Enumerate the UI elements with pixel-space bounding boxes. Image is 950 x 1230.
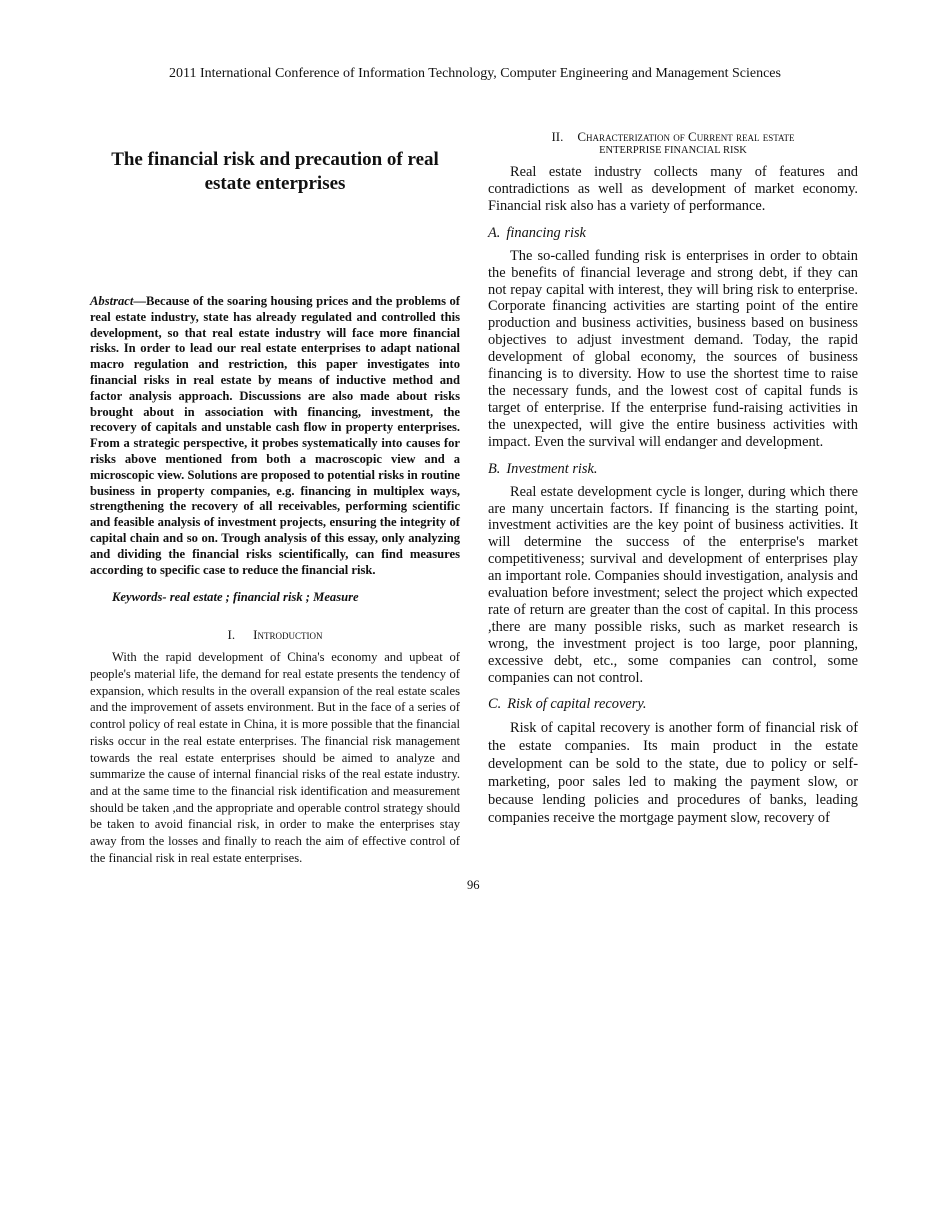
subsection-letter: C. — [488, 696, 502, 713]
subsection-heading-investment-risk — [488, 461, 858, 478]
subsection-heading-capital-recovery — [488, 696, 858, 713]
introduction-paragraph: With the rapid development of China's economy and upbeat of people's material life, the demand for real estate presents the tendency of expansion, which results in the overall expansion of the real estate scales and the improvement of assets environment. But in the face of a series of control policy of real estate in China, it is more possible that the financial risks occur in the real estate enterprises. The financial risk management towards the real estate enterprises should be aimed to analyze and summarize the cause of internal financial risks of the real estate industry. and at the same time to the financial risk identification and measurement should be taken ,and the appropriate and operable control strategy should be taken to avoid financial risk, in order to make the enterprises stay away from the losses and finally to reach the aim of effective control of the financial risk in real estate enterprises. — [90, 650, 461, 865]
section-title-line2: ENTERPRISE FINANCIAL RISK — [599, 145, 747, 156]
subsection-letter: A. — [488, 224, 501, 241]
financing-risk-paragraph: The so-called funding risk is enterprises in order to obtain the benefits of financial leverage and strong debt, if they can not repay capital with interest, they will bring risk to enterprise. Corporate financing activities are starting point of the entire production and business activities, business based on business objectives to adjust investment demand. Today, the rapid development of global economy, the sources of business financing is to diversity. How to use the shortest time to raise the necessary funds, and the lowest cost of capital funds is target of enterprise. If the enterprise fund-raising activities in the unexpected, will give the entire business activities with impact. Even the survival will endanger and development. — [488, 247, 858, 450]
subsection-title: Investment risk. — [506, 460, 598, 477]
abstract-label: Abstract — [90, 294, 134, 308]
section-title-line1: Characterization of Current real estate — [577, 129, 795, 144]
abstract-text: Because of the soaring housing prices and the problems of real estate industry, state has already regulated and controlled this development, so that real estate industry will face more financial risks. In order to lead our real estate enterprises to adapt national macro regulation and restriction, this paper investigates into financial risks in real estate by means of inductive method and factor analysis approach. Discussions are also made about risks brought about in association with financing, investment, the recovery of capitals and unstable cash flow in property enterprises. From a strategic perspective, it probes systematically into causes for risks above mentioned from both a macroscopic view and a microscopic view. Solutions are proposed to potential risks in routine business in property companies, e.g. financing in multiplex ways, strengthening the recovery of all receivables, performing scientific and feasible analysis of investment projects, ensuring the integrity of capital chain and so on. Trough analysis of this essay, only analyzing and dividing the financial risks scientifically, can find measures according to specific case to reduce the financial risk. — [90, 294, 460, 577]
keywords: Keywords- real estate ; financial risk ; Measure — [112, 590, 359, 605]
subsection-title: financing risk — [506, 224, 586, 241]
section-number: II. — [551, 129, 564, 144]
abstract-dash: — — [133, 294, 146, 308]
section-heading-characterization — [488, 130, 858, 158]
investment-risk-paragraph: Real estate development cycle is longer, during which there are many uncertain factors. If financing is the starting point, investment activities are the key point of business activities. It will determine the success of the enterprise's market competitiveness; survival and development of enterprises play an important role. Companies should investigation, analysis and evaluation before investment; select the project which expected rate of return are greater than the cost of capital. In this process ,there are many possible risks, such as market research is wrong, the investment project is too large, poor planning, excessive debt, etc., some companies can control, some companies can not control. — [488, 483, 858, 686]
paper-title: The financial risk and precaution of real estate enterprises — [111, 149, 439, 194]
page-number: 96 — [467, 878, 480, 892]
section-intro-paragraph: Real estate industry collects many of features and contradictions as well as development of market economy. Financial risk also has a variety of performance. — [488, 164, 858, 214]
section-number: I. — [227, 627, 236, 643]
right-column — [488, 130, 858, 827]
section-title: Introduction — [253, 627, 323, 643]
subsection-heading-financing-risk — [488, 225, 858, 242]
capital-recovery-paragraph: Risk of capital recovery is another form of financial risk of the estate companies. Its main product in the estate development can be sold to the state, due to policy or self-marketing, poor sales led to making the payment slow, or because lending policies and procedures of banks, leading companies receive the mortgage payment slow, recovery of — [488, 720, 858, 827]
subsection-title: Risk of capital recovery. — [507, 696, 647, 713]
left-column — [90, 148, 460, 866]
conference-header: 2011 International Conference of Information Technology, Computer Engineering and Management Sciences — [169, 66, 781, 81]
subsection-letter: B. — [488, 460, 501, 477]
section-heading-introduction — [90, 627, 460, 643]
abstract — [90, 294, 460, 578]
